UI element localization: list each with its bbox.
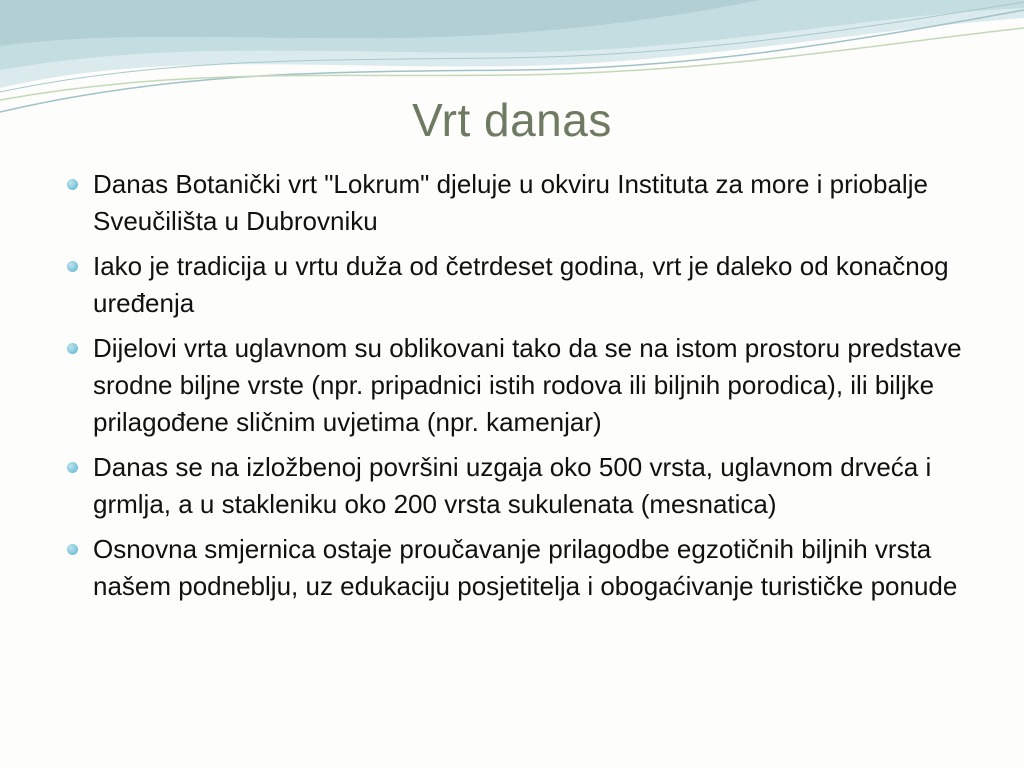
bullet-text: Danas se na izložbenoj površini uzgaja oko 500 vrsta, uglavnom drveća i grmlja, a u stakleniku oko 200 vrsta sukulenata (mesnatica) [93, 452, 932, 519]
bullet-item [64, 166, 984, 240]
bullet-text: Danas Botanički vrt "Lokrum" djeluje u okviru Instituta za more i priobalje Sveučilišta u Dubrovniku [93, 169, 928, 236]
bullet-list [64, 166, 984, 613]
bullet-dot-icon [67, 462, 78, 473]
bullet-item [64, 449, 984, 523]
bullet-item [64, 330, 984, 441]
bullet-item [64, 531, 984, 605]
slide-title: Vrt danas [412, 94, 612, 146]
bullet-text: Iako je tradicija u vrtu duža od četrdeset godina, vrt je daleko od konačnog uređenja [93, 251, 949, 318]
bullet-dot-icon [67, 544, 78, 555]
bullet-dot-icon [67, 261, 78, 272]
bullet-dot-icon [67, 343, 78, 354]
bullet-dot-icon [67, 179, 78, 190]
bullet-text: Osnovna smjernica ostaje proučavanje prilagodbe egzotičnih biljnih vrsta našem podneblju, uz edukaciju posjetitelja i obogaćivanje turističke ponude [93, 534, 958, 601]
bullet-item [64, 248, 984, 322]
bullet-text: Dijelovi vrta uglavnom su oblikovani tako da se na istom prostoru predstave srodne biljne vrste (npr. pripadnici istih rodova ili biljnih porodica), ili biljke prilagođene sličnim uvjetima (npr. kamenjar) [93, 333, 962, 437]
